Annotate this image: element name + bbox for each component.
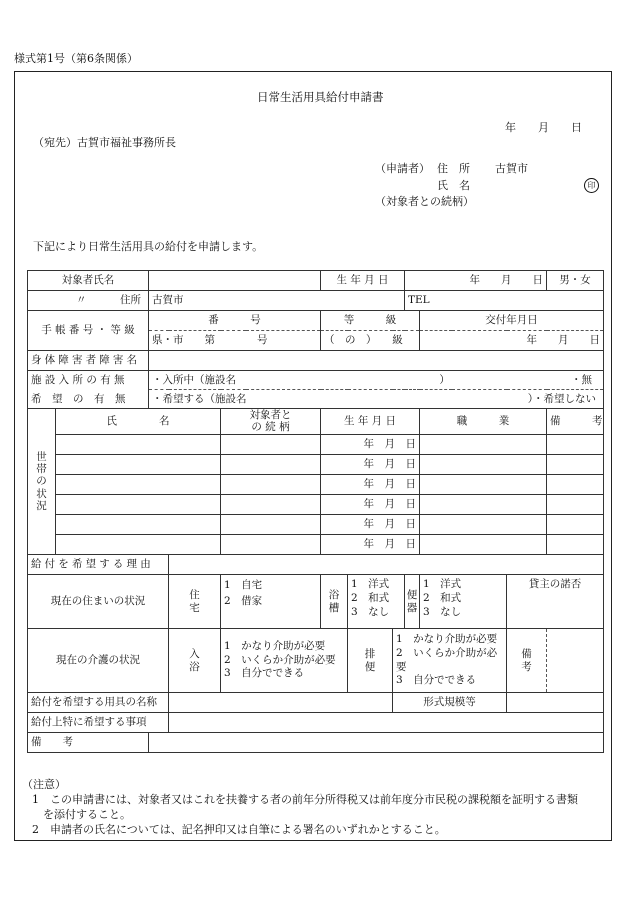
special-label: 給付上特に希望する事項 — [28, 713, 169, 733]
toilet-options-text: 1 洋式 2 和式 3 なし — [423, 578, 462, 619]
excretion-label-text: 排 便 — [364, 648, 376, 673]
household-row — [28, 495, 604, 515]
landlord-label: 貸主の諾否 — [507, 575, 604, 629]
hh-name-cell[interactable] — [56, 515, 221, 535]
hh-relation-cell[interactable] — [221, 435, 321, 455]
hh-name-cell[interactable] — [56, 455, 221, 475]
facility-label: 施 設 入 所 の 有 無 — [28, 371, 149, 390]
household-label — [28, 409, 56, 555]
tel-field[interactable]: TEL — [405, 291, 604, 311]
household-row — [28, 515, 604, 535]
hh-name-header: 氏 名 — [56, 409, 221, 435]
facility-field[interactable] — [149, 371, 604, 390]
address-label-cell — [28, 291, 149, 311]
row-item — [28, 693, 604, 713]
hh-note-cell[interactable] — [547, 535, 604, 555]
care-remarks-label — [507, 629, 547, 693]
house-options[interactable] — [221, 575, 321, 629]
row-remarks — [28, 733, 604, 753]
hh-job-header: 職 業 — [420, 409, 547, 435]
hh-relation-cell[interactable] — [221, 515, 321, 535]
household-label-text: 世 帯 の 状 況 — [36, 451, 47, 512]
hh-birth-cell[interactable]: 年 月 日 — [321, 475, 420, 495]
hh-birth-cell[interactable]: 年 月 日 — [321, 455, 420, 475]
hh-note-cell[interactable] — [547, 435, 604, 455]
care-remarks-field[interactable] — [547, 629, 604, 693]
hh-note-header: 備 考 — [547, 409, 604, 435]
toilet-options[interactable] — [420, 575, 507, 629]
toilet-label-text: 便 器 — [406, 589, 418, 614]
row-wish — [28, 390, 604, 409]
house-label — [169, 575, 221, 629]
house-label-text: 住 宅 — [189, 589, 200, 614]
item-name-label: 給付を希望する用具の名称 — [28, 693, 169, 713]
addressee: （宛先）古賀市福祉事務所長 — [33, 136, 176, 149]
bath-label-text: 浴 槽 — [328, 589, 340, 614]
applicant-name-label: 氏 名 — [437, 179, 470, 192]
household-row — [28, 475, 604, 495]
row-handbook-head — [28, 311, 604, 331]
number-label: 番 号 — [149, 311, 321, 331]
house-options-text: 1 自宅 2 借家 — [224, 579, 263, 607]
applicant-address-value: 古賀市 — [495, 162, 528, 175]
grade-field[interactable]: （ の ） 級 — [321, 331, 420, 351]
household-row — [28, 455, 604, 475]
hh-birth-cell[interactable]: 年 月 日 — [321, 495, 420, 515]
hh-job-cell[interactable] — [420, 535, 547, 555]
row-care — [28, 629, 604, 693]
hh-job-cell[interactable] — [420, 435, 547, 455]
grade-label: 等 級 — [321, 311, 420, 331]
row-subject — [28, 271, 604, 291]
hh-birth-header: 生 年 月 日 — [321, 409, 420, 435]
applicant-relation: （対象者との続柄） — [375, 195, 474, 208]
note-1: 1 この申請書には、対象者又はこれを扶養する者の前年分所得税又は前年度分市民税の課税額を証明する書類 — [32, 792, 578, 806]
hh-note-cell[interactable] — [547, 455, 604, 475]
note-1-cont: を添付すること。 — [43, 807, 131, 821]
intro-text: 下記により日常生活用具の給付を申請します。 — [33, 240, 264, 253]
spec-label: 形式規模等 — [393, 693, 507, 713]
applicant-label: （申請者） — [375, 162, 430, 175]
hh-note-cell[interactable] — [547, 515, 604, 535]
wish-field[interactable] — [149, 390, 604, 409]
hh-relation-header — [221, 409, 321, 435]
bathing-label — [169, 629, 221, 693]
subject-name-field[interactable] — [149, 271, 321, 291]
excretion-label — [348, 629, 393, 693]
seal-text: 印 — [584, 178, 599, 193]
housing-label: 現在の住まいの状況 — [28, 575, 169, 629]
row-reason — [28, 555, 604, 575]
row-facility — [28, 371, 604, 390]
pref-city-field[interactable]: 県・市 第 号 — [149, 331, 321, 351]
facility-none[interactable]: ・無 — [571, 373, 592, 386]
hh-name-cell[interactable] — [56, 495, 221, 515]
hh-note-cell[interactable] — [547, 475, 604, 495]
row-special — [28, 713, 604, 733]
hh-job-cell[interactable] — [420, 495, 547, 515]
issue-date-label: 交付年月日 — [420, 311, 604, 331]
spec-field[interactable] — [507, 693, 604, 713]
facility-close: ） — [439, 373, 450, 386]
date-line: 年 月 日 — [505, 121, 582, 134]
row-disability — [28, 351, 604, 371]
hh-birth-cell[interactable]: 年 月 日 — [321, 435, 420, 455]
gender-field[interactable]: 男・女 — [547, 271, 604, 291]
bath-label — [321, 575, 348, 629]
household-header-row — [28, 409, 604, 435]
bath-options-text: 1 洋式 2 和式 3 なし — [351, 578, 390, 619]
wish-label: 希 望 の 有 無 — [28, 390, 149, 409]
handbook-label: 手 帳 番 号 ・ 等 級 — [28, 311, 149, 351]
issue-date-field[interactable]: 年 月 日 — [420, 331, 604, 351]
birthdate-value[interactable]: 年 月 日 — [405, 271, 547, 291]
special-field[interactable] — [169, 713, 604, 733]
hh-note-cell[interactable] — [547, 495, 604, 515]
note-2: 2 申請者の氏名については、記名押印又は自筆による署名のいずれかとすること。 — [32, 822, 446, 836]
household-row — [28, 535, 604, 555]
row-address — [28, 291, 604, 311]
bathing-options[interactable] — [221, 629, 348, 693]
row-housing — [28, 575, 604, 629]
hh-relation-text: 対象者と の 続 柄 — [249, 408, 292, 433]
remarks-label: 備 考 — [28, 733, 149, 753]
toilet-label — [405, 575, 420, 629]
excretion-options[interactable] — [393, 629, 507, 693]
application-table — [27, 270, 604, 753]
hh-job-cell[interactable] — [420, 475, 547, 495]
applicant-address-label: 住 所 — [437, 162, 470, 175]
excretion-options-text: 1 かなり介助が必要 2 いくらか介助が必要 3 自分でできる — [396, 633, 498, 687]
care-label: 現在の介護の状況 — [28, 629, 169, 693]
reason-field[interactable] — [169, 555, 604, 575]
disability-label: 身体障害者障害名 — [28, 351, 149, 371]
hh-name-cell[interactable] — [56, 435, 221, 455]
hh-name-cell[interactable] — [56, 535, 221, 555]
wish-option: ・希望する（施設名 — [152, 392, 247, 405]
hh-name-cell[interactable] — [56, 475, 221, 495]
hh-relation-cell[interactable] — [221, 475, 321, 495]
form-id: 様式第1号（第6条関係） — [14, 52, 138, 65]
remarks-field[interactable] — [149, 733, 604, 753]
ditto-mark: 〃 — [76, 294, 87, 307]
hh-relation-cell[interactable] — [221, 535, 321, 555]
address-field[interactable]: 古賀市 — [149, 291, 405, 311]
hh-job-cell[interactable] — [420, 515, 547, 535]
facility-option: ・入所中（施設名 — [152, 373, 236, 386]
reason-label: 給付を希望する理由 — [28, 555, 169, 575]
seal-mark — [584, 178, 599, 193]
hh-birth-cell[interactable]: 年 月 日 — [321, 515, 420, 535]
notes-heading: （注意） — [22, 778, 66, 791]
bathing-label-text: 入 浴 — [189, 648, 200, 673]
hh-relation-cell[interactable] — [221, 455, 321, 475]
care-remarks-text: 備 考 — [521, 648, 532, 673]
birthdate-label: 生 年 月 日 — [321, 271, 405, 291]
household-row — [28, 435, 604, 455]
form-title: 日常生活用具給付申請書 — [257, 90, 384, 104]
hh-job-cell[interactable] — [420, 455, 547, 475]
wish-close[interactable]: ）・希望しない — [527, 392, 596, 405]
address-label: 住所 — [120, 294, 141, 307]
notes-section — [22, 778, 578, 837]
bath-options[interactable] — [348, 575, 405, 629]
hh-birth-cell[interactable]: 年 月 日 — [321, 535, 420, 555]
bathing-options-text: 1 かなり介助が必要 2 いくらか介助が必要 3 自分でできる — [224, 640, 336, 680]
hh-relation-cell[interactable] — [221, 495, 321, 515]
subject-name-label: 対象者氏名 — [28, 271, 149, 291]
disability-field[interactable] — [149, 351, 604, 371]
item-name-field[interactable] — [169, 693, 393, 713]
